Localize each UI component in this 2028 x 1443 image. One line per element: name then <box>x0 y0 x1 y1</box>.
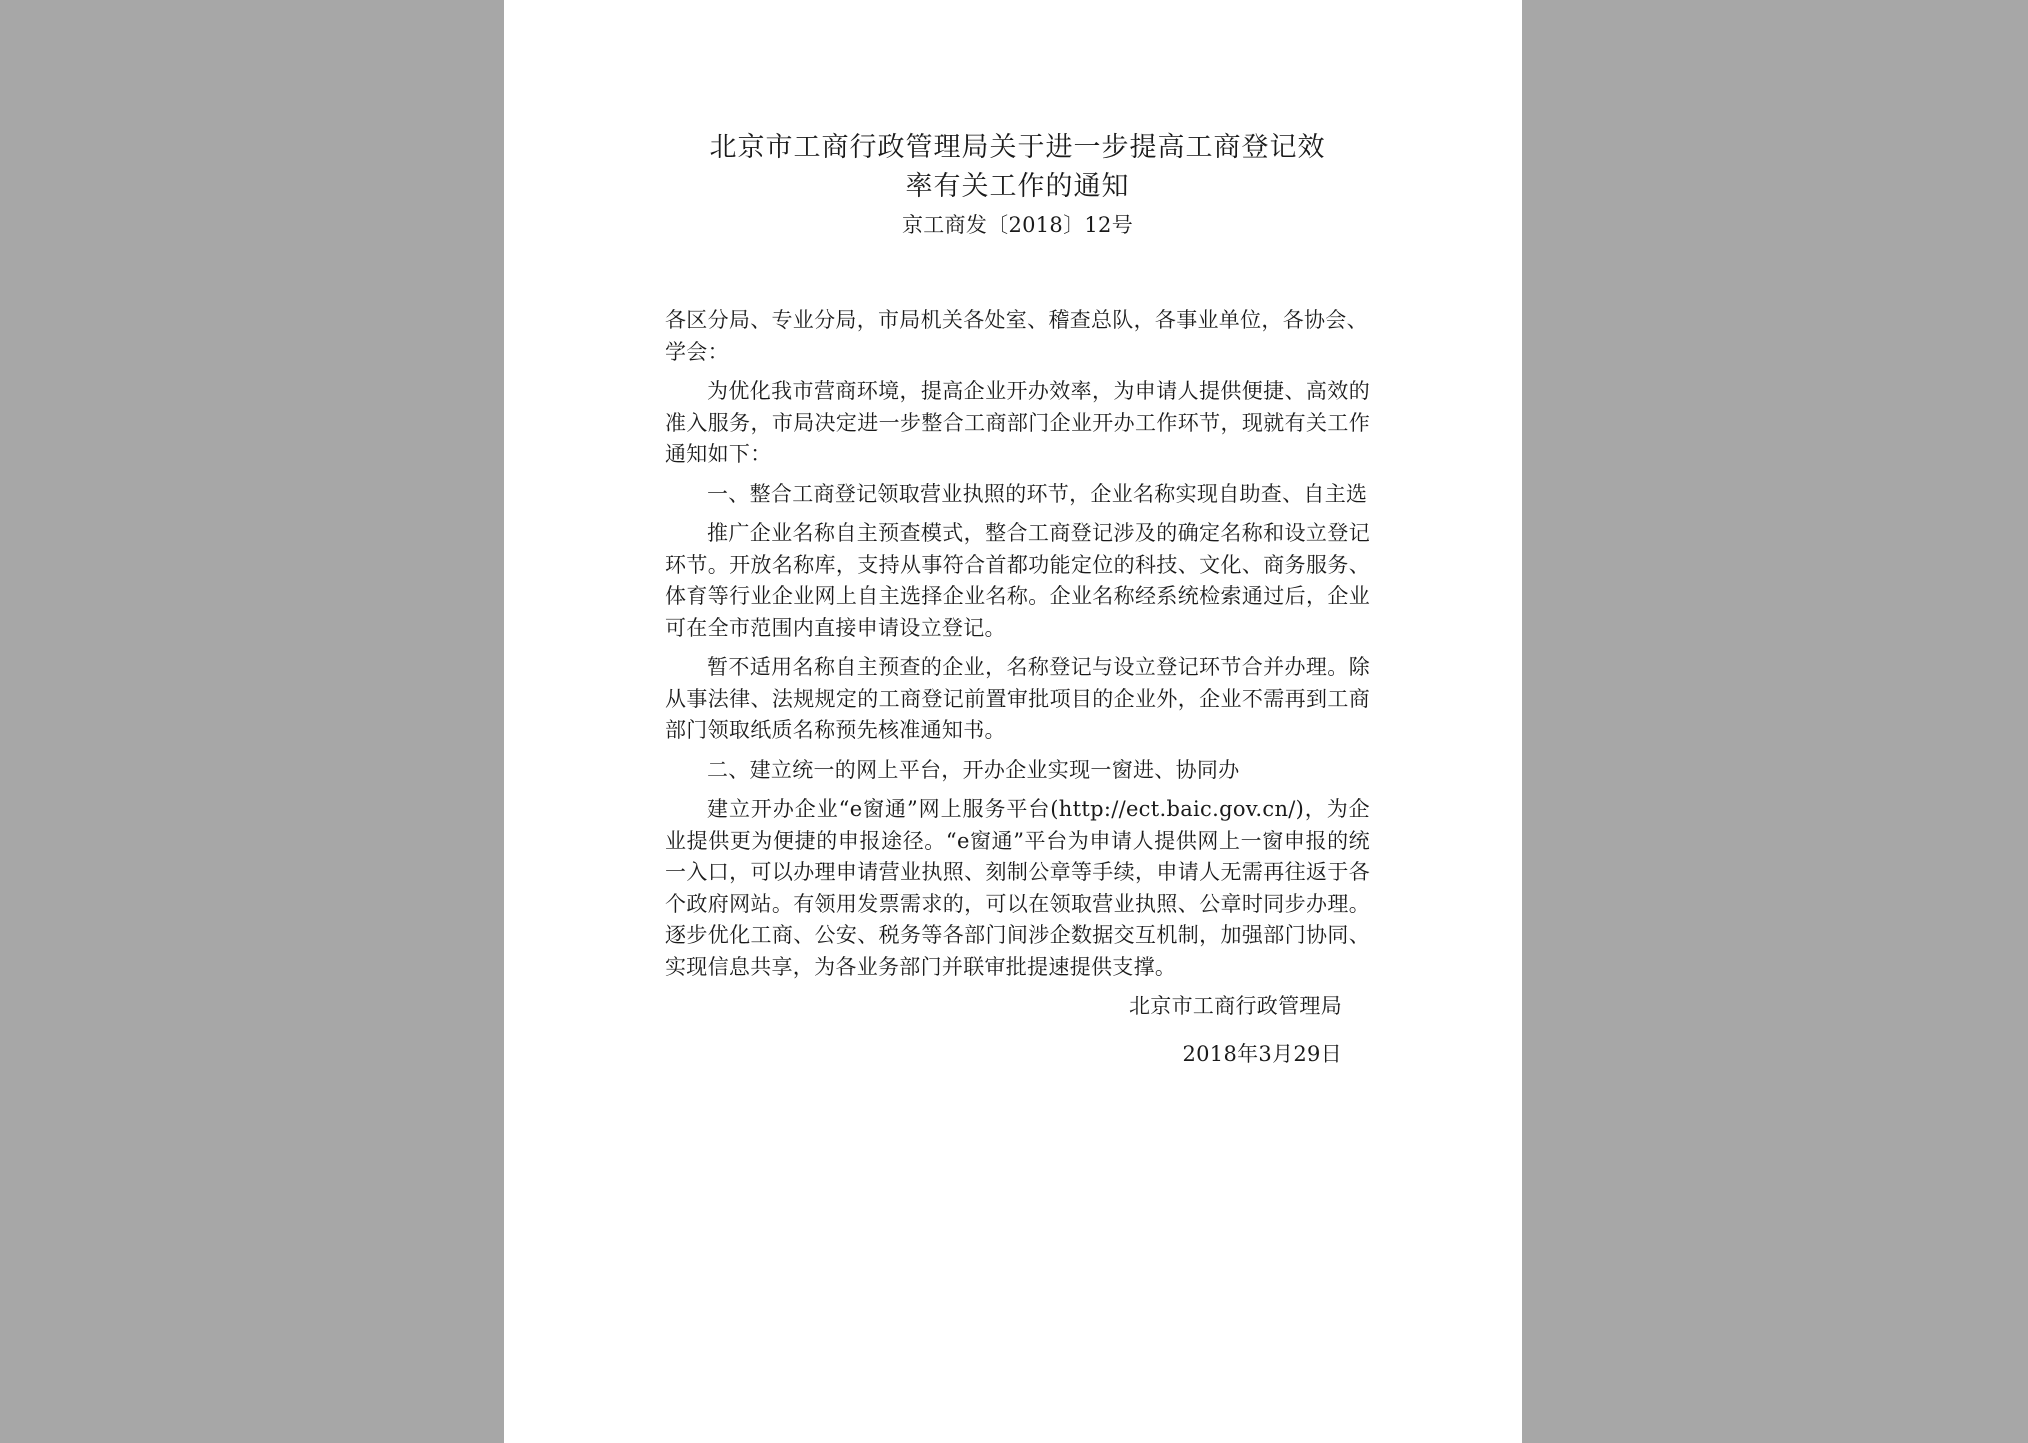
document-content <box>665 128 1370 1070</box>
recipients: 各区分局、专业分局，市局机关各处室、稽查总队，各事业单位，各协会、学会： <box>665 308 1368 364</box>
issuer-signature: 北京市工商行政管理局 <box>1129 994 1342 1018</box>
section-1-paragraph-2: 暂不适用名称自主预查的企业，名称登记与设立登记环节合并办理。除从事法律、法规规定的工商登记前置审批项目的企业外，企业不需再到工商部门领取纸质名称预先核准通知书。 <box>665 655 1370 742</box>
section-1-paragraph-1: 推广企业名称自主预查模式，整合工商登记涉及的确定名称和设立登记环节。开放名称库，支持从事符合首都功能定位的科技、文化、商务服务、体育等行业企业网上自主选择企业名称。企业名称经系统检索通过后，企业可在全市范围内直接申请设立登记。 <box>665 521 1370 640</box>
intro-paragraph: 为优化我市营商环境，提高企业开办效率，为申请人提供便捷、高效的准入服务，市局决定进一步整合工商部门企业开办工作环节，现就有关工作通知如下： <box>665 379 1370 466</box>
section-2-paragraph-1: 建立开办企业“e窗通”网上服务平台(http://ect.baic.gov.cn/)，为企业提供更为便捷的申报途径。“e窗通”平台为申请人提供网上一窗申报的统一入口，可以办理申请营业执照、刻制公章等手续，申请人无需再往返于各个政府网站。有领用发票需求的，可以在领取营业执照、公章时同步办理。逐步优化工商、公安、税务等各部门间涉企数据交互机制，加强部门协同、实现信息共享，为各业务部门并联审批提速提供支撑。 <box>665 797 1370 979</box>
issue-date: 2018年3月29日 <box>1182 1041 1342 1066</box>
title-line-1: 北京市工商行政管理局关于进一步提高工商登记效 <box>709 132 1326 163</box>
section-2-heading: 二、建立统一的网上平台，开办企业实现一窗进、协同办 <box>707 757 1240 782</box>
section-1-heading: 一、整合工商登记领取营业执照的环节，企业名称实现自助查、自主选 <box>707 481 1368 506</box>
document-number: 京工商发〔2018〕12号 <box>901 213 1134 237</box>
document-title <box>665 128 1370 206</box>
title-line-2: 率有关工作的通知 <box>905 171 1130 202</box>
document-page <box>504 0 1522 1443</box>
